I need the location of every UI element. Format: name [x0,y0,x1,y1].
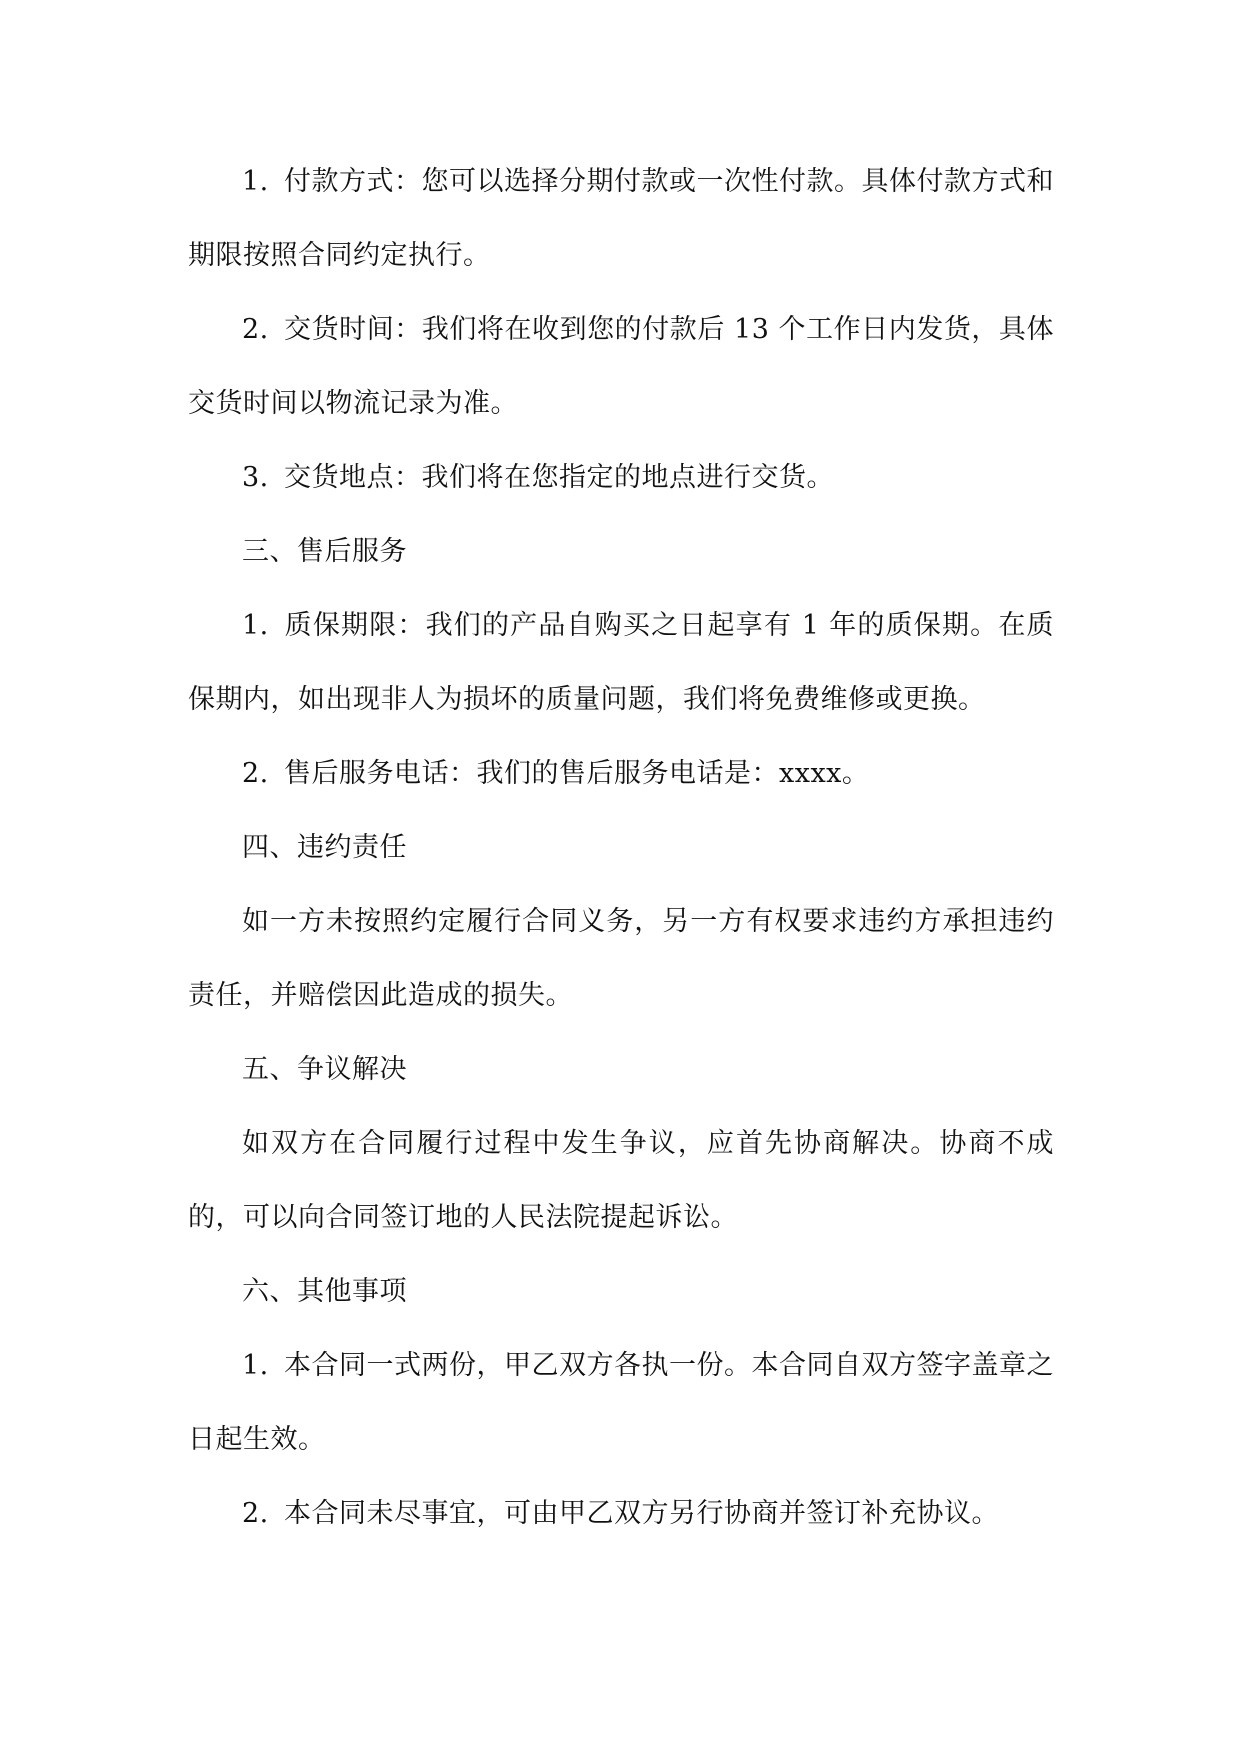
paragraph-payment-method [188,145,1054,293]
paragraph-liability [188,885,1054,1033]
document-body [188,145,1054,1551]
heading-text: 四、违约责任 [242,832,407,863]
paragraph-dispute [188,1107,1054,1255]
paragraph-supplement [188,1477,1054,1551]
paragraph-delivery-time [188,293,1054,441]
paragraph-text: 如一方未按照约定履行合同义务，另一方有权要求违约方承担违约责任，并赔偿因此造成的损失。 [188,906,1054,1011]
item-number: 2. [242,314,269,345]
section-heading-after-sales [188,515,1054,589]
paragraph-text: 售后服务电话：我们的售后服务电话是：xxxx。 [284,758,870,789]
paragraph-copies [188,1329,1054,1477]
heading-text: 六、其他事项 [242,1276,407,1307]
item-number: 2. [242,758,269,789]
paragraph-warranty-period [188,589,1054,737]
paragraph-text: 如双方在合同履行过程中发生争议，应首先协商解决。协商不成的，可以向合同签订地的人民法院提起诉讼。 [188,1128,1054,1233]
item-number: 2. [242,1498,269,1529]
section-heading-liability [188,811,1054,885]
item-number: 1. [242,610,269,641]
heading-text: 三、售后服务 [242,536,407,567]
paragraph-text: 本合同一式两份，甲乙双方各执一份。本合同自双方签字盖章之日起生效。 [188,1350,1054,1455]
item-number: 1. [242,1350,269,1381]
section-heading-dispute [188,1033,1054,1107]
heading-text: 五、争议解决 [242,1054,407,1085]
paragraph-service-phone [188,737,1054,811]
paragraph-text: 质保期限：我们的产品自购买之日起享有 1 年的质保期。在质保期内，如出现非人为损坏的质量问题，我们将免费维修或更换。 [188,610,1054,715]
paragraph-text: 本合同未尽事宜，可由甲乙双方另行协商并签订补充协议。 [284,1498,999,1529]
item-number: 3. [242,462,269,493]
paragraph-text: 付款方式：您可以选择分期付款或一次性付款。具体付款方式和期限按照合同约定执行。 [188,166,1054,271]
paragraph-delivery-place [188,441,1054,515]
section-heading-other [188,1255,1054,1329]
paragraph-text: 交货时间：我们将在收到您的付款后 13 个工作日内发货，具体交货时间以物流记录为准。 [188,314,1054,419]
item-number: 1. [242,166,269,197]
paragraph-text: 交货地点：我们将在您指定的地点进行交货。 [284,462,834,493]
